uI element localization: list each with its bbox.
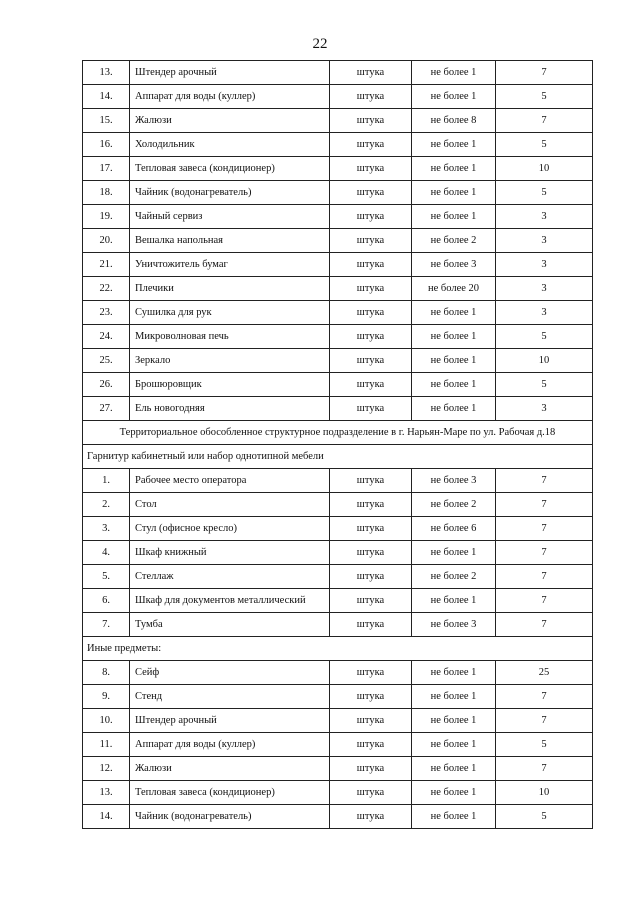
item-quantity: не более 1 bbox=[412, 373, 496, 397]
table-row bbox=[83, 661, 593, 685]
item-number: 1. bbox=[83, 469, 130, 493]
item-number: 24. bbox=[83, 325, 130, 349]
item-quantity: не более 1 bbox=[412, 589, 496, 613]
item-name: Стол bbox=[130, 493, 330, 517]
item-unit: штука bbox=[330, 349, 412, 373]
item-quantity: не более 1 bbox=[412, 757, 496, 781]
item-unit: штука bbox=[330, 493, 412, 517]
item-name: Рабочее место оператора bbox=[130, 469, 330, 493]
item-unit: штука bbox=[330, 661, 412, 685]
item-name: Стенд bbox=[130, 685, 330, 709]
item-service-years: 7 bbox=[496, 541, 593, 565]
item-service-years: 5 bbox=[496, 133, 593, 157]
item-name: Чайник (водонагреватель) bbox=[130, 805, 330, 829]
item-service-years: 7 bbox=[496, 517, 593, 541]
item-number: 3. bbox=[83, 517, 130, 541]
item-number: 20. bbox=[83, 229, 130, 253]
item-name: Тумба bbox=[130, 613, 330, 637]
item-number: 11. bbox=[83, 733, 130, 757]
other-heading-row bbox=[83, 637, 593, 661]
item-service-years: 7 bbox=[496, 61, 593, 85]
item-number: 12. bbox=[83, 757, 130, 781]
item-name: Холодильник bbox=[130, 133, 330, 157]
item-quantity: не более 2 bbox=[412, 229, 496, 253]
item-quantity: не более 3 bbox=[412, 253, 496, 277]
item-number: 16. bbox=[83, 133, 130, 157]
item-number: 23. bbox=[83, 301, 130, 325]
item-quantity: не более 1 bbox=[412, 685, 496, 709]
table-row bbox=[83, 397, 593, 421]
item-number: 26. bbox=[83, 373, 130, 397]
table-row bbox=[83, 589, 593, 613]
item-number: 17. bbox=[83, 157, 130, 181]
item-quantity: не более 6 bbox=[412, 517, 496, 541]
item-quantity: не более 3 bbox=[412, 613, 496, 637]
item-quantity: не более 1 bbox=[412, 325, 496, 349]
item-quantity: не более 1 bbox=[412, 733, 496, 757]
item-unit: штука bbox=[330, 277, 412, 301]
item-unit: штука bbox=[330, 613, 412, 637]
section-title-row bbox=[83, 421, 593, 445]
item-quantity: не более 20 bbox=[412, 277, 496, 301]
table-row bbox=[83, 493, 593, 517]
item-quantity: не более 1 bbox=[412, 709, 496, 733]
item-unit: штука bbox=[330, 253, 412, 277]
item-quantity: не более 1 bbox=[412, 85, 496, 109]
item-unit: штука bbox=[330, 229, 412, 253]
item-name: Стул (офисное кресло) bbox=[130, 517, 330, 541]
table-row bbox=[83, 781, 593, 805]
item-unit: штука bbox=[330, 325, 412, 349]
item-quantity: не более 1 bbox=[412, 61, 496, 85]
table-row bbox=[83, 325, 593, 349]
table-row bbox=[83, 373, 593, 397]
item-number: 7. bbox=[83, 613, 130, 637]
item-name: Зеркало bbox=[130, 349, 330, 373]
item-number: 4. bbox=[83, 541, 130, 565]
item-quantity: не более 1 bbox=[412, 205, 496, 229]
item-quantity: не более 2 bbox=[412, 565, 496, 589]
item-number: 18. bbox=[83, 181, 130, 205]
table-row bbox=[83, 133, 593, 157]
item-number: 22. bbox=[83, 277, 130, 301]
item-unit: штука bbox=[330, 757, 412, 781]
item-unit: штука bbox=[330, 109, 412, 133]
item-unit: штука bbox=[330, 85, 412, 109]
table-row bbox=[83, 61, 593, 85]
item-number: 14. bbox=[83, 85, 130, 109]
item-service-years: 3 bbox=[496, 229, 593, 253]
item-quantity: не более 2 bbox=[412, 493, 496, 517]
item-number: 27. bbox=[83, 397, 130, 421]
item-service-years: 7 bbox=[496, 685, 593, 709]
table-row bbox=[83, 205, 593, 229]
item-unit: штука bbox=[330, 181, 412, 205]
item-service-years: 3 bbox=[496, 205, 593, 229]
item-quantity: не более 8 bbox=[412, 109, 496, 133]
furniture-heading: Гарнитур кабинетный или набор однотипной мебели bbox=[83, 445, 593, 469]
item-unit: штука bbox=[330, 733, 412, 757]
item-service-years: 7 bbox=[496, 589, 593, 613]
table-row bbox=[83, 349, 593, 373]
item-name: Аппарат для воды (куллер) bbox=[130, 85, 330, 109]
item-name: Штендер арочный bbox=[130, 61, 330, 85]
item-unit: штука bbox=[330, 805, 412, 829]
inventory-table bbox=[82, 60, 593, 829]
table-row bbox=[83, 541, 593, 565]
item-number: 13. bbox=[83, 781, 130, 805]
item-service-years: 5 bbox=[496, 805, 593, 829]
item-name: Сейф bbox=[130, 661, 330, 685]
item-number: 14. bbox=[83, 805, 130, 829]
item-service-years: 3 bbox=[496, 397, 593, 421]
item-unit: штука bbox=[330, 589, 412, 613]
table-row bbox=[83, 85, 593, 109]
item-quantity: не более 1 bbox=[412, 181, 496, 205]
table-row bbox=[83, 613, 593, 637]
item-name: Штендер арочный bbox=[130, 709, 330, 733]
item-name: Брошюровщик bbox=[130, 373, 330, 397]
item-service-years: 7 bbox=[496, 613, 593, 637]
item-number: 19. bbox=[83, 205, 130, 229]
item-name: Жалюзи bbox=[130, 757, 330, 781]
item-name: Сушилка для рук bbox=[130, 301, 330, 325]
item-quantity: не более 1 bbox=[412, 541, 496, 565]
item-service-years: 5 bbox=[496, 733, 593, 757]
item-unit: штука bbox=[330, 565, 412, 589]
item-unit: штука bbox=[330, 469, 412, 493]
page-number: 22 bbox=[312, 36, 328, 52]
item-number: 13. bbox=[83, 61, 130, 85]
item-quantity: не более 1 bbox=[412, 661, 496, 685]
item-number: 15. bbox=[83, 109, 130, 133]
table-row bbox=[83, 565, 593, 589]
item-quantity: не более 3 bbox=[412, 469, 496, 493]
item-name: Чайник (водонагреватель) bbox=[130, 181, 330, 205]
item-quantity: не более 1 bbox=[412, 301, 496, 325]
item-name: Микроволновая печь bbox=[130, 325, 330, 349]
table-row bbox=[83, 277, 593, 301]
item-number: 2. bbox=[83, 493, 130, 517]
item-name: Ель новогодняя bbox=[130, 397, 330, 421]
item-quantity: не более 1 bbox=[412, 133, 496, 157]
item-number: 25. bbox=[83, 349, 130, 373]
table-row bbox=[83, 181, 593, 205]
item-quantity: не более 1 bbox=[412, 349, 496, 373]
item-unit: штука bbox=[330, 373, 412, 397]
item-number: 9. bbox=[83, 685, 130, 709]
item-quantity: не более 1 bbox=[412, 805, 496, 829]
item-name: Уничтожитель бумаг bbox=[130, 253, 330, 277]
item-unit: штука bbox=[330, 709, 412, 733]
item-unit: штука bbox=[330, 61, 412, 85]
item-name: Шкаф книжный bbox=[130, 541, 330, 565]
item-name: Жалюзи bbox=[130, 109, 330, 133]
inventory-table-body bbox=[83, 61, 593, 829]
furniture-heading-row bbox=[83, 445, 593, 469]
item-name: Шкаф для документов металлический bbox=[130, 589, 330, 613]
item-service-years: 5 bbox=[496, 181, 593, 205]
table-row bbox=[83, 685, 593, 709]
item-service-years: 10 bbox=[496, 781, 593, 805]
item-service-years: 3 bbox=[496, 253, 593, 277]
item-service-years: 5 bbox=[496, 85, 593, 109]
item-service-years: 5 bbox=[496, 325, 593, 349]
item-service-years: 7 bbox=[496, 565, 593, 589]
item-unit: штука bbox=[330, 685, 412, 709]
item-service-years: 7 bbox=[496, 493, 593, 517]
table-row bbox=[83, 757, 593, 781]
table-row bbox=[83, 469, 593, 493]
table-row bbox=[83, 805, 593, 829]
item-number: 10. bbox=[83, 709, 130, 733]
table-row bbox=[83, 109, 593, 133]
item-unit: штука bbox=[330, 157, 412, 181]
item-service-years: 7 bbox=[496, 757, 593, 781]
item-quantity: не более 1 bbox=[412, 157, 496, 181]
other-heading: Иные предметы: bbox=[83, 637, 593, 661]
item-name: Аппарат для воды (куллер) bbox=[130, 733, 330, 757]
table-row bbox=[83, 229, 593, 253]
item-service-years: 10 bbox=[496, 349, 593, 373]
item-quantity: не более 1 bbox=[412, 781, 496, 805]
item-unit: штука bbox=[330, 301, 412, 325]
item-number: 8. bbox=[83, 661, 130, 685]
item-name: Чайный сервиз bbox=[130, 205, 330, 229]
item-unit: штука bbox=[330, 205, 412, 229]
item-name: Стеллаж bbox=[130, 565, 330, 589]
item-name: Вешалка напольная bbox=[130, 229, 330, 253]
table-row bbox=[83, 709, 593, 733]
item-service-years: 10 bbox=[496, 157, 593, 181]
item-number: 6. bbox=[83, 589, 130, 613]
section-title: Территориальное обособленное структурное подразделение в г. Нарьян-Маре по ул. Рабочая д.18 bbox=[83, 421, 593, 445]
item-name: Плечики bbox=[130, 277, 330, 301]
item-unit: штука bbox=[330, 781, 412, 805]
table-row bbox=[83, 733, 593, 757]
item-name: Тепловая завеса (кондиционер) bbox=[130, 157, 330, 181]
item-service-years: 7 bbox=[496, 109, 593, 133]
item-name: Тепловая завеса (кондиционер) bbox=[130, 781, 330, 805]
item-quantity: не более 1 bbox=[412, 397, 496, 421]
table-row bbox=[83, 517, 593, 541]
table-row bbox=[83, 253, 593, 277]
item-unit: штука bbox=[330, 133, 412, 157]
item-unit: штука bbox=[330, 397, 412, 421]
item-service-years: 25 bbox=[496, 661, 593, 685]
item-service-years: 3 bbox=[496, 301, 593, 325]
item-number: 5. bbox=[83, 565, 130, 589]
item-service-years: 7 bbox=[496, 709, 593, 733]
item-unit: штука bbox=[330, 517, 412, 541]
item-service-years: 5 bbox=[496, 373, 593, 397]
table-row bbox=[83, 301, 593, 325]
item-number: 21. bbox=[83, 253, 130, 277]
table-row bbox=[83, 157, 593, 181]
item-service-years: 3 bbox=[496, 277, 593, 301]
item-service-years: 7 bbox=[496, 469, 593, 493]
item-unit: штука bbox=[330, 541, 412, 565]
